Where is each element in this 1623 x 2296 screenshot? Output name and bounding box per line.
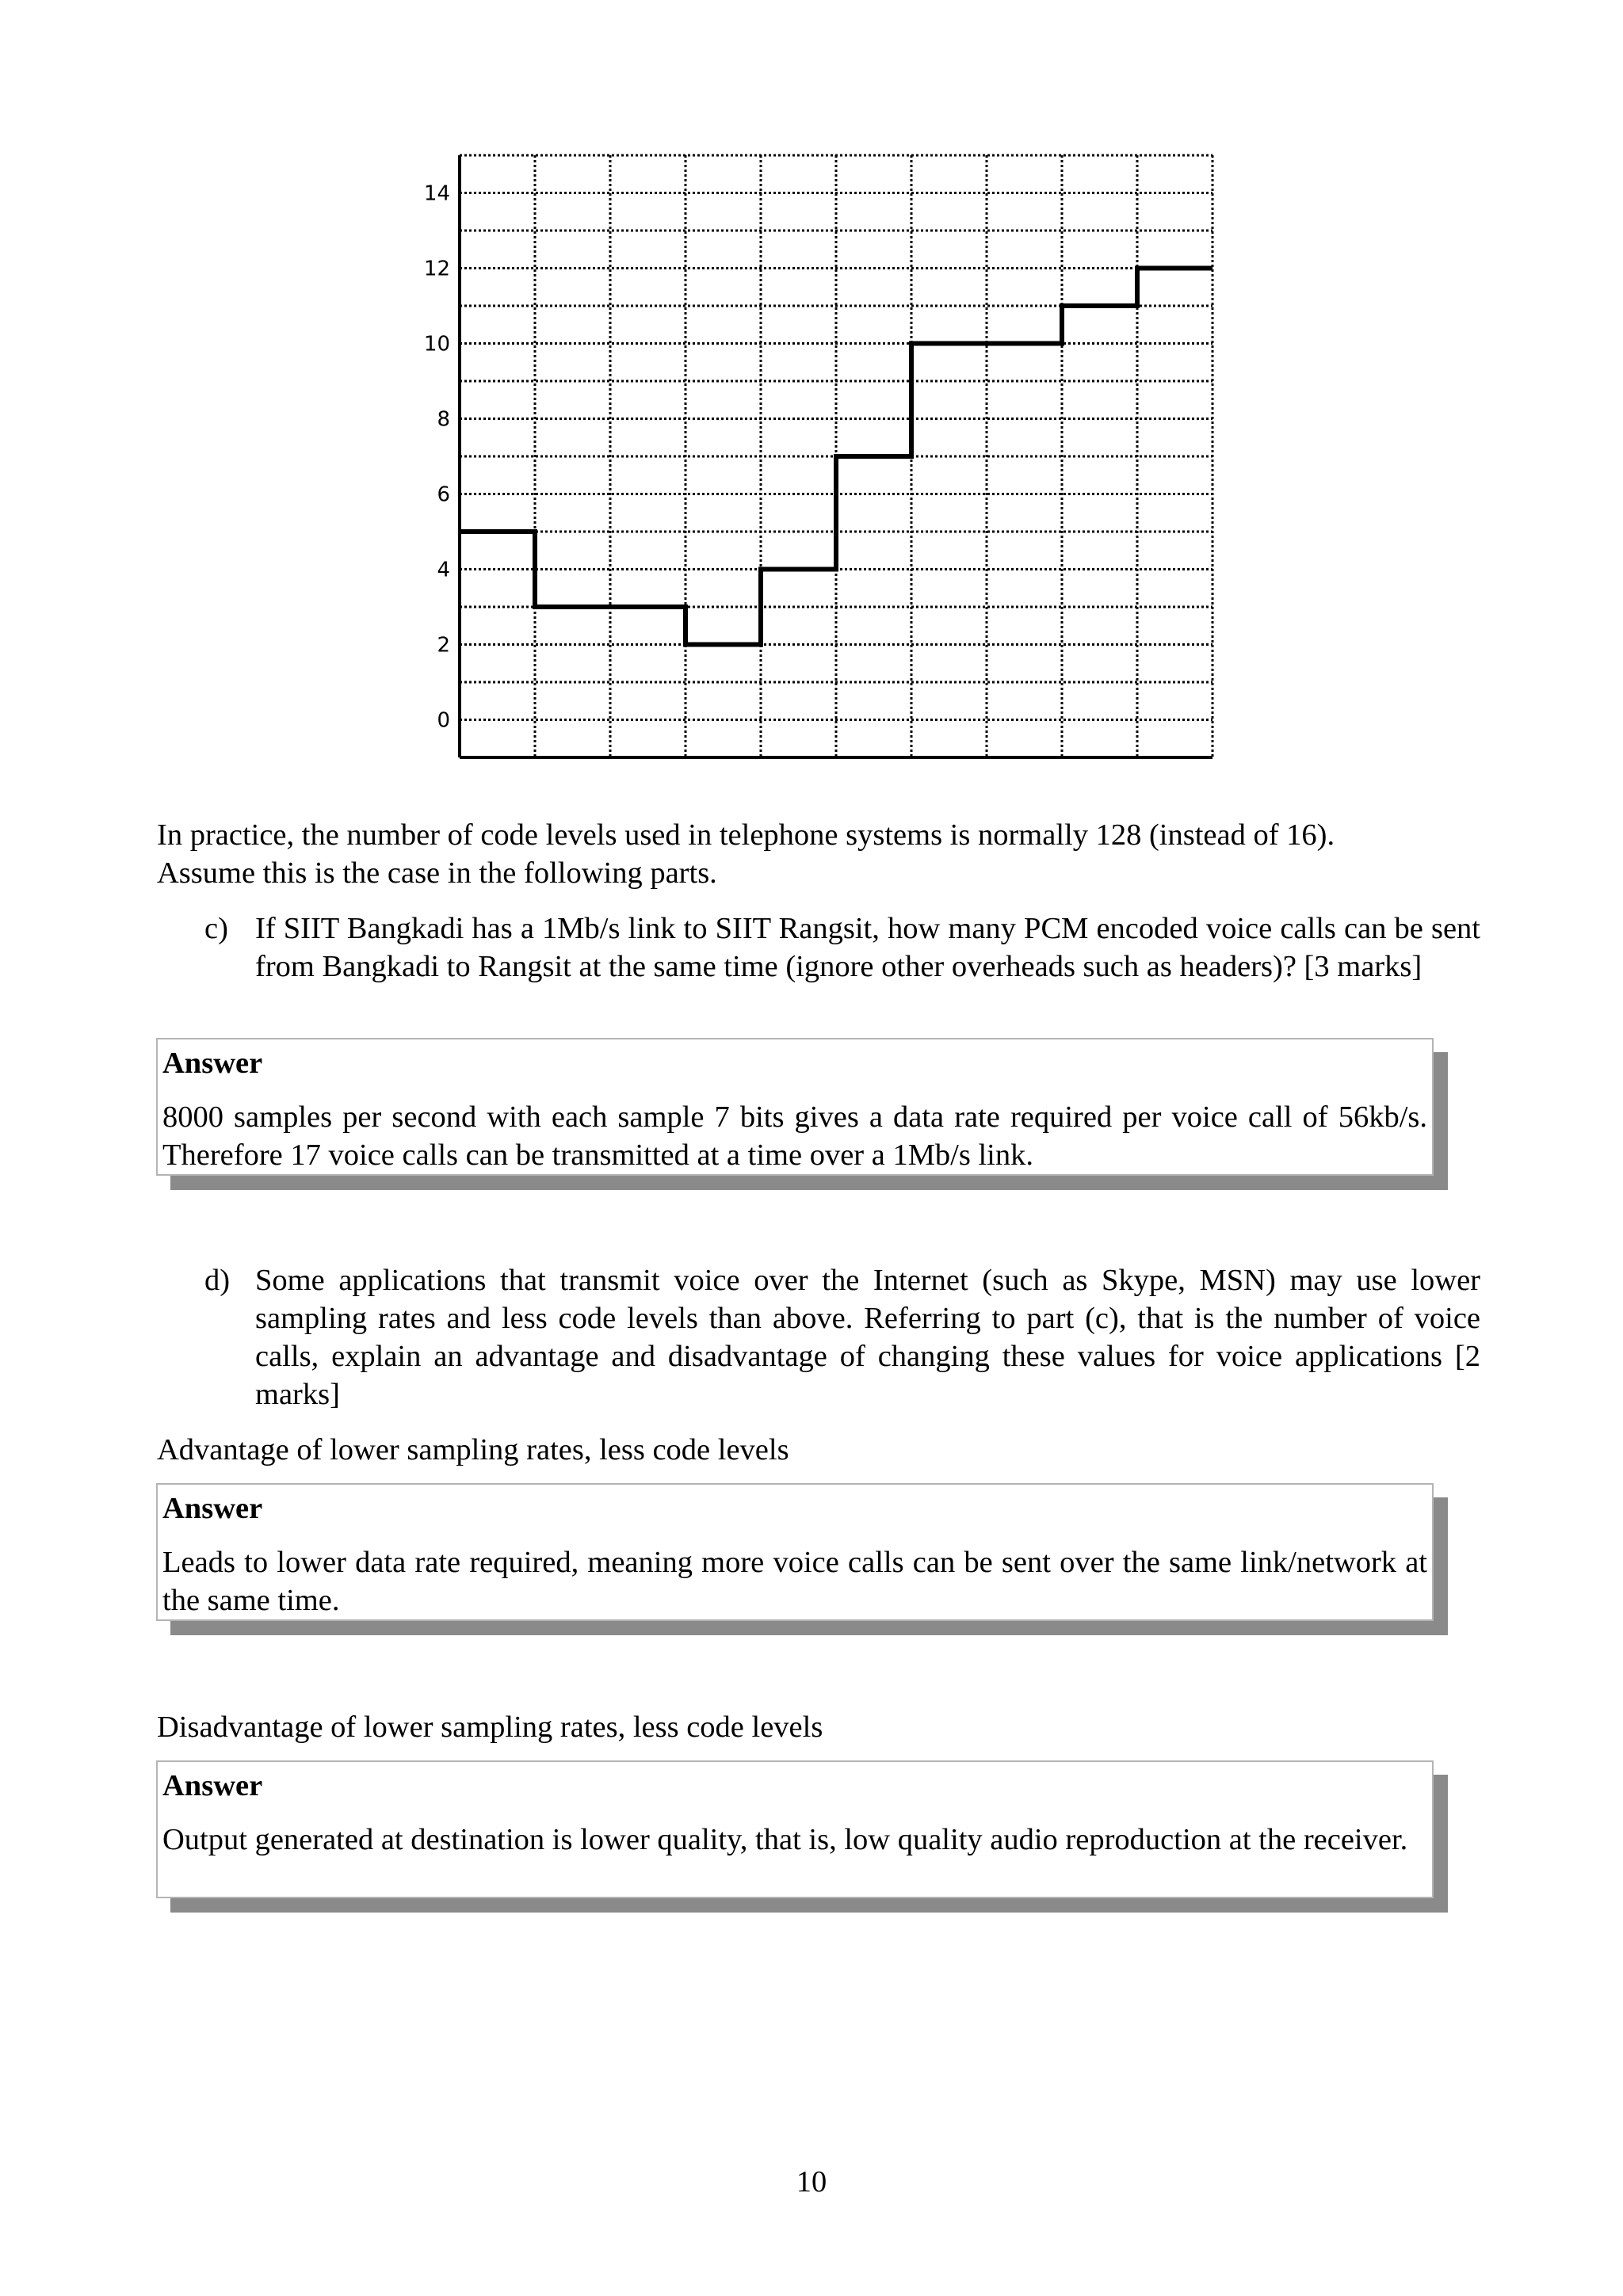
y-tick-labels [424,182,450,733]
question-d-label: d) [204,1264,231,1297]
answer-heading: Answer [162,1769,263,1802]
page-number: 10 [796,2165,827,2199]
intro-line-1: In practice, the number of code levels used in telephone systems is normally 128 (instead of 16). [157,818,1335,852]
answer-box-disadvantage [156,1760,1434,1898]
y-tick-label: 4 [437,558,450,582]
intro-line-2: Assume this is the case in the following parts. [157,856,717,890]
answer-box-c [156,1038,1434,1176]
question-d-text: Some applications that transmit voice over the Internet (such as Skype, MSN) may use lower sampling rates and less code levels than above. Referring to part (c), that is the number of voice calls, explain an advantage and disadvantage of changing these values for voice applications [2 marks] [255,1264,1480,1411]
advantage-prompt: Advantage of lower sampling rates, less code levels [157,1433,789,1466]
answer-heading: Answer [162,1492,263,1525]
step-chart [412,151,1220,769]
y-tick-label: 12 [423,257,450,281]
y-tick-label: 2 [437,633,450,658]
question-c-label: c) [204,912,228,945]
question-c-text: If SIIT Bangkadi has a 1Mb/s link to SIIT Rangsit, how many PCM encoded voice calls can be sent from Bangkadi to Rangsit at the same time (ignore other overheads such as headers)? [3 marks] [255,912,1480,983]
answer-box-advantage [156,1483,1434,1621]
answer-text-disadvantage: Output generated at destination is lower quality, that is, low quality audio reproduction at the receiver. [162,1823,1408,1856]
y-tick-label: 8 [437,407,450,432]
y-tick-label: 14 [423,181,450,206]
disadvantage-prompt: Disadvantage of lower sampling rates, less code levels [157,1711,823,1744]
answer-text-advantage: Leads to lower data rate required, meaning more voice calls can be sent over the same link/network at the same time. [162,1546,1427,1617]
answer-heading: Answer [162,1047,263,1080]
y-tick-label: 10 [423,332,450,357]
answer-text-c: 8000 samples per second with each sample 7 bits gives a data rate required per voice call of 56kb/s. Therefore 17 voice calls can be transmitted at a time over a 1Mb/s link. [162,1100,1427,1172]
y-tick-label: 0 [437,708,450,733]
y-tick-label: 6 [437,482,450,507]
